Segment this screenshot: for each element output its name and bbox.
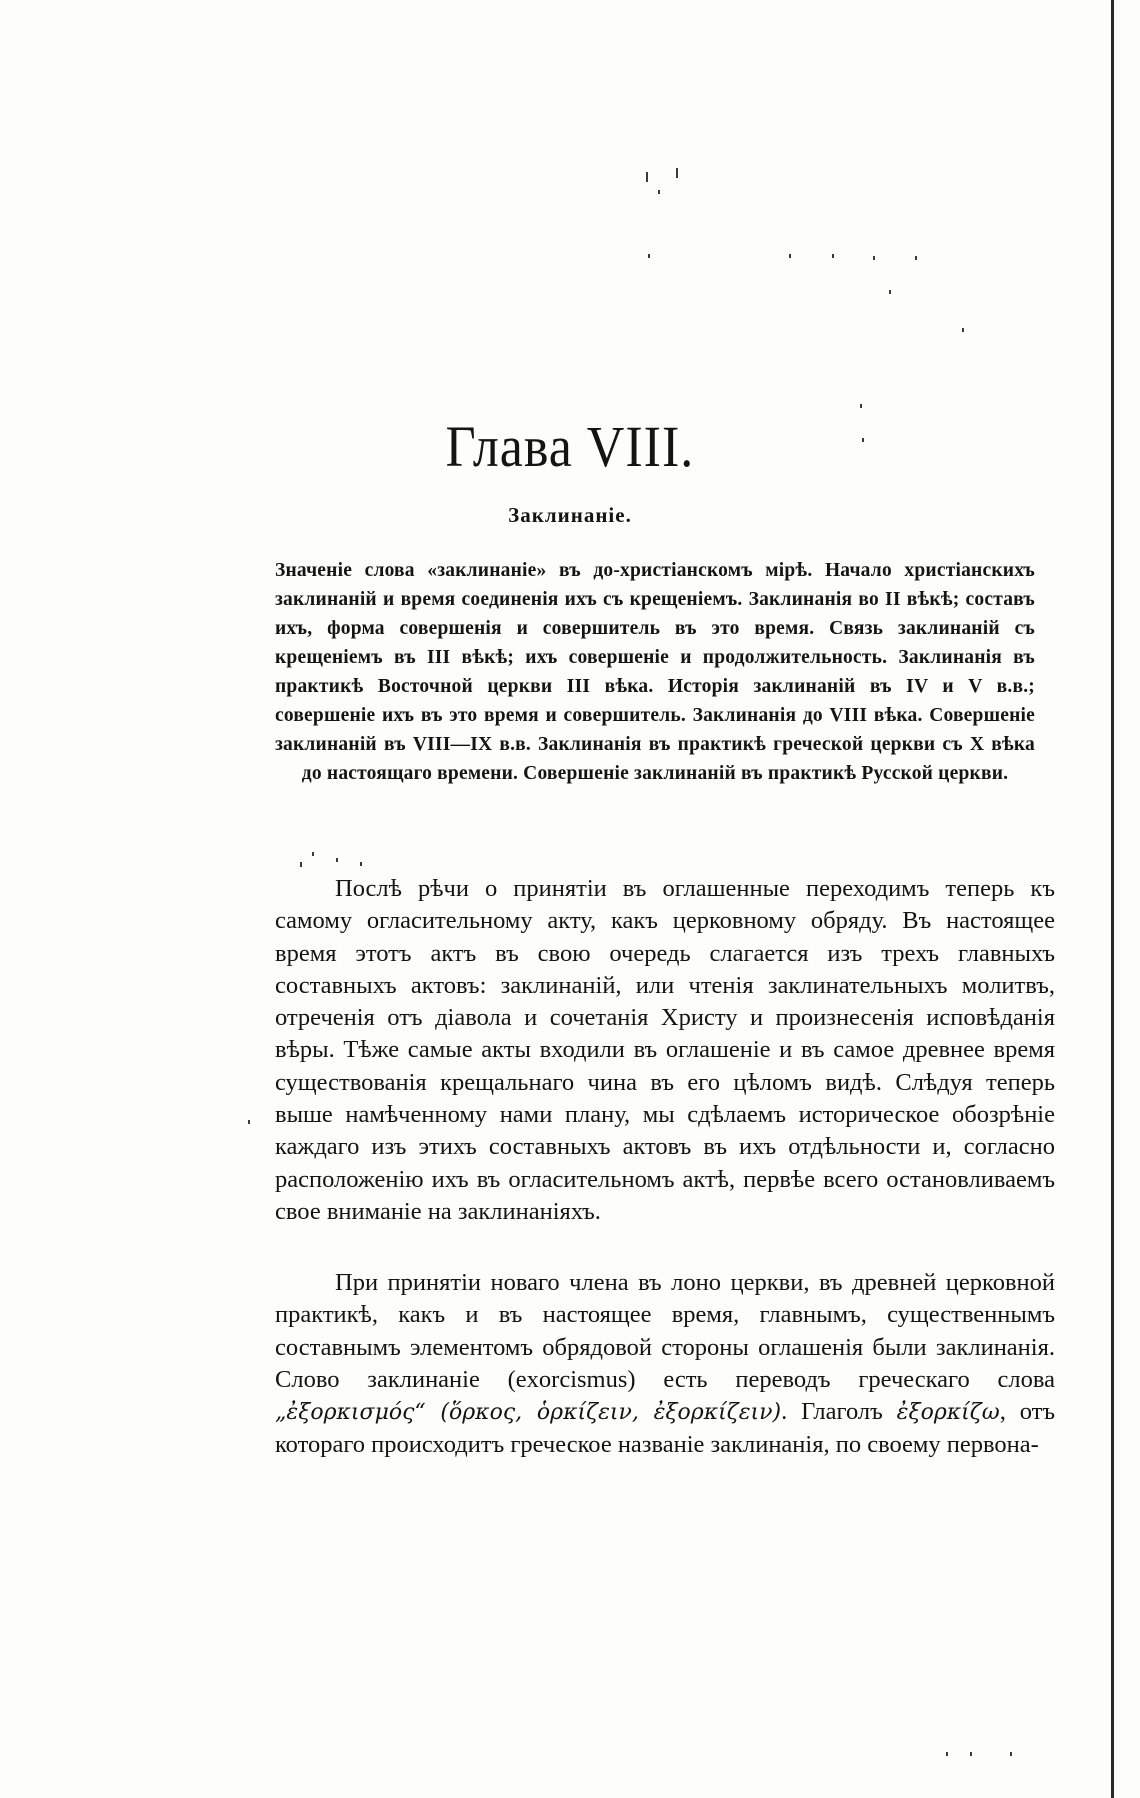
greek-term-exorkizo: ἐξορκίζω bbox=[896, 1400, 1000, 1426]
greek-term-exorkismos: „ἐξορκισμός“ (ὅρκος, ὁρκίζειν, ἐξορκίζειν) bbox=[275, 1400, 782, 1426]
chapter-summary: Значеніе слова «заклинаніе» въ до-христіанскомъ мірѣ. Начало христіанскихъ заклинаній и время соединенія ихъ съ крещеніемъ. Заклинанія во II вѣкѣ; составъ ихъ, форма совершенія и совершитель въ это время. Связь заклинаній съ крещеніемъ въ III вѣкѣ; ихъ совершеніе и продолжительность. Заклинанія въ практикѣ Восточной церкви III вѣка. Исторія заклинаній въ IV и V в.в.; совершеніе ихъ въ это время и совершитель. Заклинанія до VIII вѣка. Совершеніе заклинаній въ VIII—IX в.в. Заклинанія въ практикѣ греческой церкви съ X вѣка до настоящаго времени. Совершеніе заклинаній въ практикѣ Русской церкви. bbox=[275, 560, 1035, 784]
paragraph-2 bbox=[275, 1267, 1055, 1462]
chapter-subtitle: Заклинаніе. bbox=[508, 503, 632, 527]
paragraph-2-text-a: При принятіи новаго члена въ лоно церкви, въ древней церковной практикѣ, какъ и въ настоящее время, главнымъ, существеннымъ составнымъ элементомъ обрядовой стороны оглашенія были заклинанія. Слово заклинаніе (exorcismus) есть переводъ греческаго слова bbox=[275, 1269, 1055, 1393]
chapter-title: Глава VIII. bbox=[445, 415, 695, 480]
paragraph-2-text-c: , отъ котораго происходитъ греческое названіе заклинанія, по своему первона- bbox=[275, 1398, 1055, 1459]
paragraph-2-text-b: . Глаголъ bbox=[781, 1398, 897, 1426]
paragraph-1: Послѣ рѣчи о принятіи въ оглашенные переходимъ теперь къ самому огласительному акту, какъ церковному обряду. Въ настоящее время этотъ актъ въ свою очередь слагается изъ трехъ главныхъ составныхъ актовъ: заклинаній, или чтенія заклинательныхъ молитвъ, отреченія отъ діавола и сочетанія Христу и произнесенія исповѣданія вѣры. Тѣже самые акты входили въ оглашеніе и въ самое древнее время существованія крещальнаго чина въ его цѣломъ видѣ. Слѣдуя теперь выше намѣченному нами плану, мы сдѣлаемъ историческое обозрѣніе каждаго изъ этихъ составныхъ актовъ въ ихъ отдѣльности и, согласно расположенію ихъ въ огласительномъ актѣ, первѣе всего остановливаемъ свое вниманіе на заклинаніяхъ. bbox=[275, 875, 1055, 1225]
page-edge-line bbox=[1111, 0, 1114, 1798]
